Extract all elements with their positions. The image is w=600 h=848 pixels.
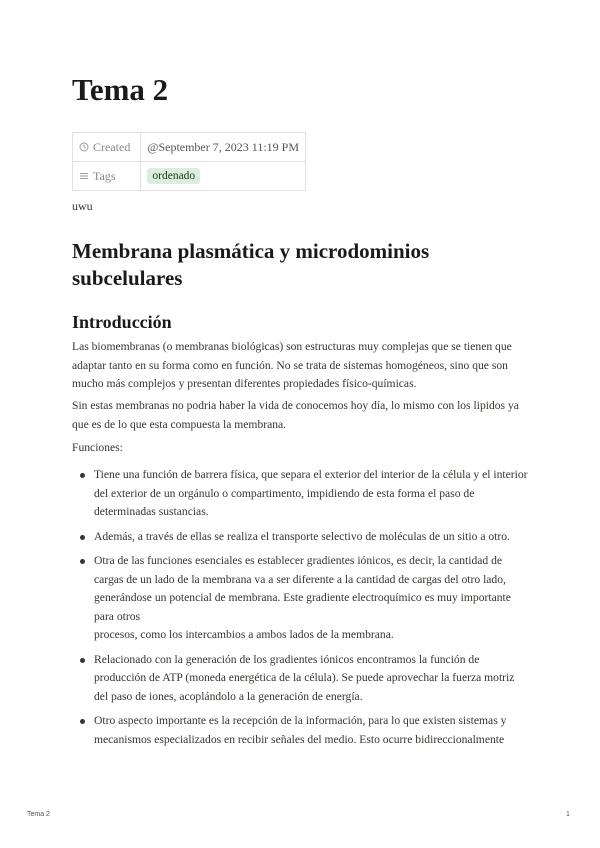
list-item-text: Otra de las funciones esenciales es establecer gradientes iónicos, es decir, la cantidad de cargas de un lado de la membrana va a ser diferente a la cantidad de cargas del otro lado, generándose un potencial de membrana. Este gradiente electroquímico es muy importante para otros procesos, como los intercambios a ambos lados de la membrana.: [94, 554, 511, 641]
tags-label: Tags: [93, 168, 116, 183]
list-icon: [79, 171, 89, 181]
bullet-dot: [80, 658, 85, 663]
functions-list: [72, 466, 530, 755]
note-text: uwu: [72, 199, 93, 213]
list-item: [72, 466, 530, 522]
bullet-dot: [80, 559, 85, 564]
footer-title: Tema 2: [27, 811, 50, 818]
list-item: [72, 528, 530, 547]
list-item-text: Otro aspecto importante es la recepción de la información, para lo que existen sistemas y mecanismos especializados en recibir señales del medio. Esto ocurre bidireccionalmente: [94, 714, 507, 746]
bullet-dot: [80, 719, 85, 724]
bullet-dot: [80, 473, 85, 478]
list-item: [72, 651, 530, 707]
page-title: Tema 2: [72, 72, 169, 107]
section-subheading: Introducción: [72, 312, 172, 332]
property-row-tags: [73, 162, 306, 191]
property-row-created: [73, 133, 306, 162]
list-item-text: Relacionado con la generación de los gradientes iónicos encontramos la función de producción de ATP (moneda energética de la célula). Se puede aprovechar la fuerza motriz del paso de iones, acoplándolo a la generación de energía.: [94, 652, 515, 703]
properties-table: [72, 132, 306, 191]
paragraph-functions-label: Funciones:: [72, 441, 123, 454]
clock-icon: [79, 142, 89, 152]
tags-value-cell: [141, 162, 306, 191]
created-value: @September 7, 2023 11:19 PM: [141, 133, 306, 162]
footer-page-number: 1: [566, 811, 570, 818]
paragraph-intro: Las biomembranas (o membranas biológicas) son estructuras muy complejas que se tienen que adaptar tanto en su forma como en función. No se trata de sistemas homogéneos, sino que son mucho más complejos y presentan diferentes propiedades físico-químicas.: [72, 340, 512, 390]
property-key-created: [73, 133, 141, 162]
list-item: [72, 552, 530, 645]
list-item-text: Tiene una función de barrera física, que separa el exterior del interior de la célula y el interior del exterior de un orgánulo o compartimento, impidiendo de esta forma el paso de determinadas sustancias.: [94, 468, 528, 518]
created-label: Created: [93, 139, 131, 154]
section-heading: Membrana plasmática y microdominios subcelulares: [72, 239, 430, 290]
list-item-text: Además, a través de ellas se realiza el transporte selectivo de moléculas de un sitio a otro.: [94, 529, 510, 543]
paragraph-lipids: Sin estas membranas no podria haber la vida de conocemos hoy día, lo mismo con los lipidos ya que es de lo que esta compuesta la membrana.: [72, 399, 519, 431]
list-item: [72, 712, 530, 749]
bullet-dot: [80, 535, 85, 540]
tag-badge[interactable]: ordenado: [147, 168, 200, 184]
property-key-tags: [73, 162, 141, 191]
